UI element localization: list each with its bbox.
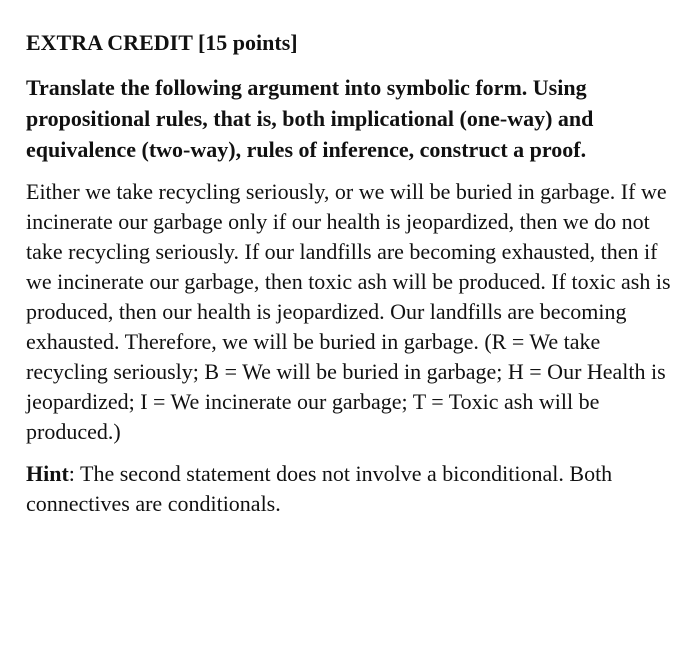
argument-paragraph: Either we take recycling seriously, or we will be buried in garbage. If we incinerate our garbage only if our health is jeopardized, then we do not take recycling seriously. If our landfills are becoming exhausted, then if we incinerate our garbage, then toxic ash will be produced. If toxic ash is produced, then our health is jeopardized. Our landfills are becoming exhausted. Therefore, we will be buried in garbage. (R = We take recycling seriously; B = We will be buried in garbage; H = Our Health is jeopardized; I = We incinerate our garbage; T = Toxic ash will be produced.) [26, 179, 671, 444]
document [26, 28, 686, 519]
page-title: EXTRA CREDIT [15 points] [26, 30, 298, 55]
hint-text: : The second statement does not involve a biconditional. Both connectives are conditionals. [26, 461, 613, 516]
instructions-paragraph: Translate the following argument into symbolic form. Using propositional rules, that is, both implicational (one-way) and equivalence (two-way), rules of inference, construct a proof. [26, 75, 594, 162]
hint-label: Hint [26, 461, 69, 486]
hint-paragraph [26, 459, 686, 519]
